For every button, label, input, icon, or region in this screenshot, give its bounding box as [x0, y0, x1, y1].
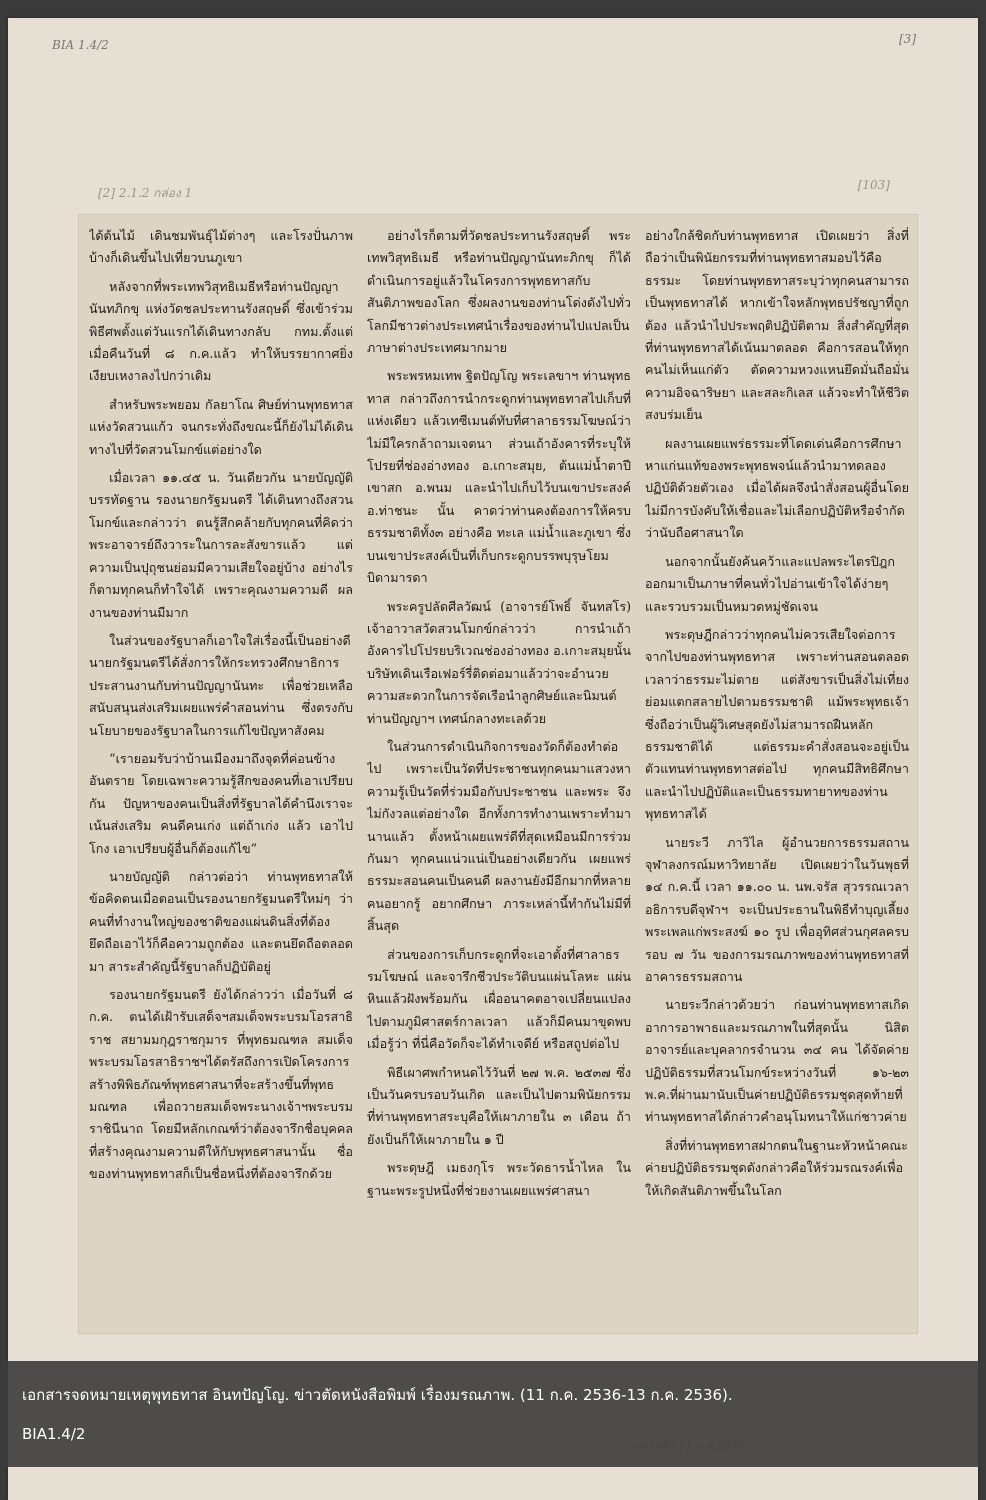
article-paragraph: ผลงานเผยแพร่ธรรมะที่โดดเด่นคือการศึกษาหาแก่นแท้ของพระพุทธพจน์แล้วนำมาทดลองปฏิบัติด้วยตัวเอง เมื่อได้ผลจึงนำสั่งสอนผู้อื่นโดยไม่มีการบังคับให้เชื่อและไม่เลือกปฏิบัติหรือจำกัดว่านับถือศาสนาใด [645, 435, 909, 541]
article-paragraph: อย่างใกล้ชิดกับท่านพุทธทาส เปิดเผยว่า สิ่งที่ถือว่าเป็นพินัยกรรมที่ท่านพุทธทาสมอบไว้คือธรรมะ โดยท่านพุทธทาสระบุว่าทุกคนสามารถเป็นพุทธทาสได้ หากเข้าใจหลักพุทธปรัชญาที่ถูกต้อง แล้วนำไปประพฤติปฏิบัติตาม สิ่งสำคัญที่สุดที่ท่านพุทธทาสได้เน้นมาตลอด คือการสอนให้ทุกคนไม่เห็นแก่ตัว ตัดความหวงแหนยึดมั่นถือมั่น ความอิจฉาริษยา และสละกิเลส แล้วจะทำให้ชีวิตสงบร่มเย็น [645, 228, 909, 423]
archive-sheet [8, 18, 978, 1500]
page-number-mark: [3] [899, 32, 916, 46]
article-paragraph: พระครูปลัดศีลวัฒน์ (อาจารย์โพธิ์ จันทสโร) เจ้าอาวาสวัดสวนโมกข์กล่าวว่า การนำเถ้าอังคารไปโปรยบริเวณช่องอ่างทอง อ.เกาะสมุยนั้น บริษัทเดินเรือเฟอร์รี่ติดต่อมาแล้วว่าจะอำนวยความสะดวกในการจัดเรือนำลูกศิษย์และนิมนต์ท่านปัญญาฯ เทศน์กลางทะเลด้วย [367, 598, 631, 726]
article-paragraph: พระพรหมเทพ ฐิตปัญโญ พระเลขาฯ ท่านพุทธทาส กล่าวถึงการนำกระดูกท่านพุทธทาสไปเก็บที่แห่งเดียว แล้วเทซีเมนต์ทับที่ศาลาธรรมโฆษณ์ว่า ไม่มีใครกล้าถามเจตนา ส่วนเถ้าอังคารที่ระบุให้โปรยที่ช่องอ่างทอง อ.เกาะสมุย, ต้นแม่น้ำตาปีเขาสก อ.พนม และนำไปเก็บไว้บนเขาประสงค์ อ.ท่าชนะ นั้น คาดว่าท่านคงต้องการให้ครบธรรมชาติทั้ง๓ อย่างคือ ทะเล แม่น้ำและภูเขา ซึ่งบนเขาประสงค์เป็นที่เก็บกระดูกบรรพบุรุษโยมบิดามารดา [367, 368, 631, 586]
article-paragraph: นายบัญญัติ กล่าวต่อว่า ท่านพุทธทาสให้ข้อคิดตนเมื่อตอนเป็นรองนายกรัฐมนตรีใหม่ๆ ว่า คนที่ทำงานใหญ่ของชาติของแผ่นดินสิ่งที่ต้องยึดถือเอาไว้ก็คือความถูกต้อง และตนยึดถือตลอดมา สาระสำคัญนี้รัฐบาลก็ปฏิบัติอยู่ [89, 868, 353, 974]
article-paragraph: สิ่งที่ท่านพุทธทาสฝากตนในฐานะหัวหน้าคณะค่ายปฏิบัติธรรมชุดดังกล่าวคือให้ร่วมรณรงค์เพื่อให้เกิดสันติภาพขึ้นในโลก [645, 1137, 908, 1198]
article-paragraph: ในส่วนของรัฐบาลก็เอาใจใส่เรื่องนี้เป็นอย่างดี นายกรัฐมนตรีได้สั่งการให้กระทรวงศึกษาธิการประสานงานกับท่านปัญญานันทะ เพื่อช่วยเหลือสนับสนุนส่งเสริมเผยแพร่คำสอนท่าน ซึ่งตรงกับนโยบายของรัฐบาลในการแก้ไขปัญหาสังคม [89, 632, 353, 738]
article-paragraph: สำหรับพระพยอม กัลยาโณ ศิษย์ท่านพุทธทาสแห่งวัดสวนแก้ว จนกระทั่งถึงขณะนี้ก็ยังไม่ได้เดินทางไปที่วัดสวนโมกข์แต่อย่างใด [89, 396, 353, 457]
faint-box-mark: [2] 2.1.2 กล่อง 1 [98, 186, 193, 200]
article-paragraph: ส่วนของการเก็บกระดูกที่จะเอาตั้งที่ศาลาธรรมโฆษณ์ และจารึกชีวประวัติบนแผ่นโลหะ แผ่นหินแล้วฝังพร้อมกัน เผื่ออนาคตอาจเปลี่ยนแปลงไปตามภูมิศาสตร์กาลเวลา แล้วก็มีคนมาขุดพบ เมื่อรู้ว่า ที่นี่คือวัดก็จะได้ทำเจดีย์ หรือสถูปต่อไป [367, 946, 631, 1052]
article-paragraph: ในส่วนการดำเนินกิจการของวัดก็ต้องทำต่อไป เพราะเป็นวัดที่ประชาชนทุกคนมาแสวงหาความรู้เป็นวัดที่ร่วมมือกับประชาชน และพระ จึงไม่กังวลแต่อย่างใด อีกทั้งการทำงานเพราะทำมานานแล้ว ตั้งหน้าเผยแพร่ดีที่สุดเหมือนมีการร่วมกันมา ทุกคนแน่วแน่เป็นอย่างเดียวกัน เผยแพร่ธรรมะสอนคนเป็นคนดี ผลงานยังมีอีกมากที่หลายคนอยากรู้ อยากศึกษา ภาระเหล่านี้ทำกันไม่มีที่สิ้นสุด [367, 738, 631, 934]
article-paragraph: พระดุษฎีกล่าวว่าทุกคนไม่ควรเสียใจต่อการจากไปของท่านพุทธทาส เพราะท่านสอนตลอดเวลาว่าธรรมะไม่ตาย แต่สังขารเป็นสิ่งไม่เที่ยง ย่อมแตกสลายไปตามธรรมชาติ แม้พระพุทธเจ้าซึ่งถือว่าเป็นผู้วิเศษสุดยังไม่สามารถฝืนหลักธรรมชาติได้ แต่ธรรมะคำสั่งสอนจะอยู่เป็นตัวแทนท่านพุทธทาสต่อไป ทุกคนมีสิทธิศึกษาและนำไปปฏิบัติและเป็นธรรมทายาทของท่านพุทธทาสได้ [645, 626, 909, 822]
article-paragraph: นายระวีกล่าวด้วยว่า ก่อนท่านพุทธทาสเกิดอาการอาพาธและมรณภาพในที่สุดนั้น นิสิต อาจารย์และบุคลากรจำนวน ๓๔ คน ได้จัดค่ายปฏิบัติธรรมที่สวนโมกข์ระหว่างวันที่ ๑๖-๒๓ พ.ค.ที่ผ่านมานับเป็นค่ายปฏิบัติธรรมชุดสุดท้ายที่ท่านพุทธทาสได้กล่าวคำอนุโมทนาให้แก่ชาวค่าย [645, 997, 909, 1125]
article-paragraph: ได้ต้นไม้ เดินชมพันธุ์ไม้ต่างๆ และโรงปั่นภาพ บ้างก็เดินขึ้นไปเที่ยวบนภูเขา [89, 228, 353, 266]
newspaper-clipping [78, 214, 918, 1334]
article-paragraph: รองนายกรัฐมนตรี ยังได้กล่าวว่า เมื่อวันที่ ๘ ก.ค. ตนได้เฝ้ารับเสด็จฯสมเด็จพระบรมโอรสาธิราช สยามมกุฎราชกุมาร ที่พุทธมณฑล สมเด็จพระบรมโอรสาธิราชฯได้ตรัสถึงการเปิดโครงการสร้างพิพิธภัณฑ์พุทธศาสนาที่จะสร้างขึ้นที่พุทธมณฑล เพื่อถวายสมเด็จพระนางเจ้าฯพระบรมราชินีนาถ โดยมีหลักเกณฑ์ว่าต้องจารึกชื่อบุคคลที่สร้างคุณงามความดีให้กับพุทธศาสนานั้น ชื่อของท่านพุทธทาสก็เป็นชื่อหนึ่งที่ต้องจารึกด้วย [89, 987, 353, 1182]
article-paragraph: พระดุษฎี เมธงกุโร พระวัดธารน้ำไหล ในฐานะพระรูปหนึ่งที่ช่วยงานเผยแพร่ศาสนา [367, 1160, 631, 1198]
caption-title: เอกสารจดหมายเหตุพุทธทาส อินทปัญโญ. ข่าวตัดหนังสือพิมพ์ เรื่องมรณภาพ. (11 ก.ค. 2536-13 ก.ค. 2536). [22, 1386, 733, 1404]
article-paragraph: อย่างไรก็ตามที่วัดชลประทานรังสฤษดิ์ พระเทพวิสุทธิเมธี หรือท่านปัญญานันทะภิกขุ ก็ได้ดำเนินการอยู่แล้วในโครงการพุทธทาสกับสันติภาพของโลก ซึ่งผลงานของท่านโด่งดังไปทั่วโลกมีชาวต่างประเทศนำเรื่องของท่านไปแปลเป็นภาษาต่างประเทศมากมาย [367, 228, 631, 356]
caption-bar [0, 1361, 986, 1467]
caption-reference: BIA1.4/2 [22, 1425, 86, 1443]
article-paragraph: นอกจากนั้นยังค้นคว้าและแปลพระไตรปิฎกออกมาเป็นภาษาที่คนทั่วไปอ่านเข้าใจได้ง่ายๆ และรวบรวมเป็นหมวดหมู่ชัดเจน [645, 553, 895, 614]
article-column-3 [645, 225, 909, 1327]
article-column-2 [367, 225, 631, 1327]
article-paragraph: “เรายอมรับว่าบ้านเมืองมาถึงจุดที่ค่อนข้างอันตราย โดยเฉพาะความรู้สึกของคนที่เอาเปรียบกัน ปัญหาของคนเป็นสิ่งที่รัฐบาลได้คำนึงเราจะเน้นส่งเสริม คนดีคนเก่ง แต่ถ้าเก่ง แล้ว เอาไปโกง เอาเปรียบผู้อื่นก็ต้องแก้ไข” [89, 750, 353, 856]
article-column-1 [89, 225, 353, 1327]
article-paragraph: พิธีเผาศพกำหนดไว้วันที่ ๒๗ พ.ค. ๒๕๓๗ ซึ่งเป็นวันครบรอบวันเกิด และเป็นไปตามพินัยกรรมที่ท่านพุทธทาสระบุคือให้เผาภายใน ๓ เดือน ถ้ายังเป็นก็ให้เผาภายใน ๑ ปี [367, 1064, 631, 1147]
handwritten-reference: BIA 1.4/2 [52, 38, 109, 52]
article-paragraph: เมื่อเวลา ๑๑.๔๕ น. วันเดียวกัน นายบัญญัติ บรรทัดฐาน รองนายกรัฐมนตรี ได้เดินทางถึงสวนโมกข์และกล่าวว่า ตนรู้สึกคล้ายกับทุกคนที่คิดว่าพระอาจารย์ถึงวาระในการละสังขารแล้ว แต่ความเป็นปุถุชนย่อมมีความเสียใจอยู่บ้าง อย่างไรก็ตามทุกคนก็ทำใจได้ เพราะคุณงามความดี ผลงานของท่านมีมาก [89, 470, 353, 620]
faint-number-mark: [103] [857, 178, 890, 192]
article-paragraph: นายระวี ภาวิไล ผู้อำนวยการธรรมสถานจุฬาลงกรณ์มหาวิทยาลัย เปิดเผยว่าในวันพุธที่ ๑๔ ก.ค.นี้ เวลา ๑๑.๐๐ น. นพ.จรัส สุวรรณเวลา อธิการบดีจุฬาฯ จะเป็นประธานในพิธีทำบุญเลี้ยงพระเพลแก่พระสงฆ์ ๑๐ รูป เพื่ออุทิศส่วนกุศลครบรอบ ๗ วัน ของการมรณภาพของท่านพุทธทาสที่อาคารธรรมสถาน [645, 834, 909, 984]
article-paragraph: หลังจากที่พระเทพวิสุทธิเมธีหรือท่านปัญญานันทภิกขุ แห่งวัดชลประทานรังสฤษดิ์ ซึ่งเข้าร่วมพิธีศพตั้งแต่วันแรกได้เดินทางกลับ กทม.ตั้งแต่เมื่อคืนวันที่ ๘ ก.ค.แล้ว ทำให้บรรยากาศยิ่งเงียบเหงาลงไปกว่าเดิม [89, 278, 353, 384]
